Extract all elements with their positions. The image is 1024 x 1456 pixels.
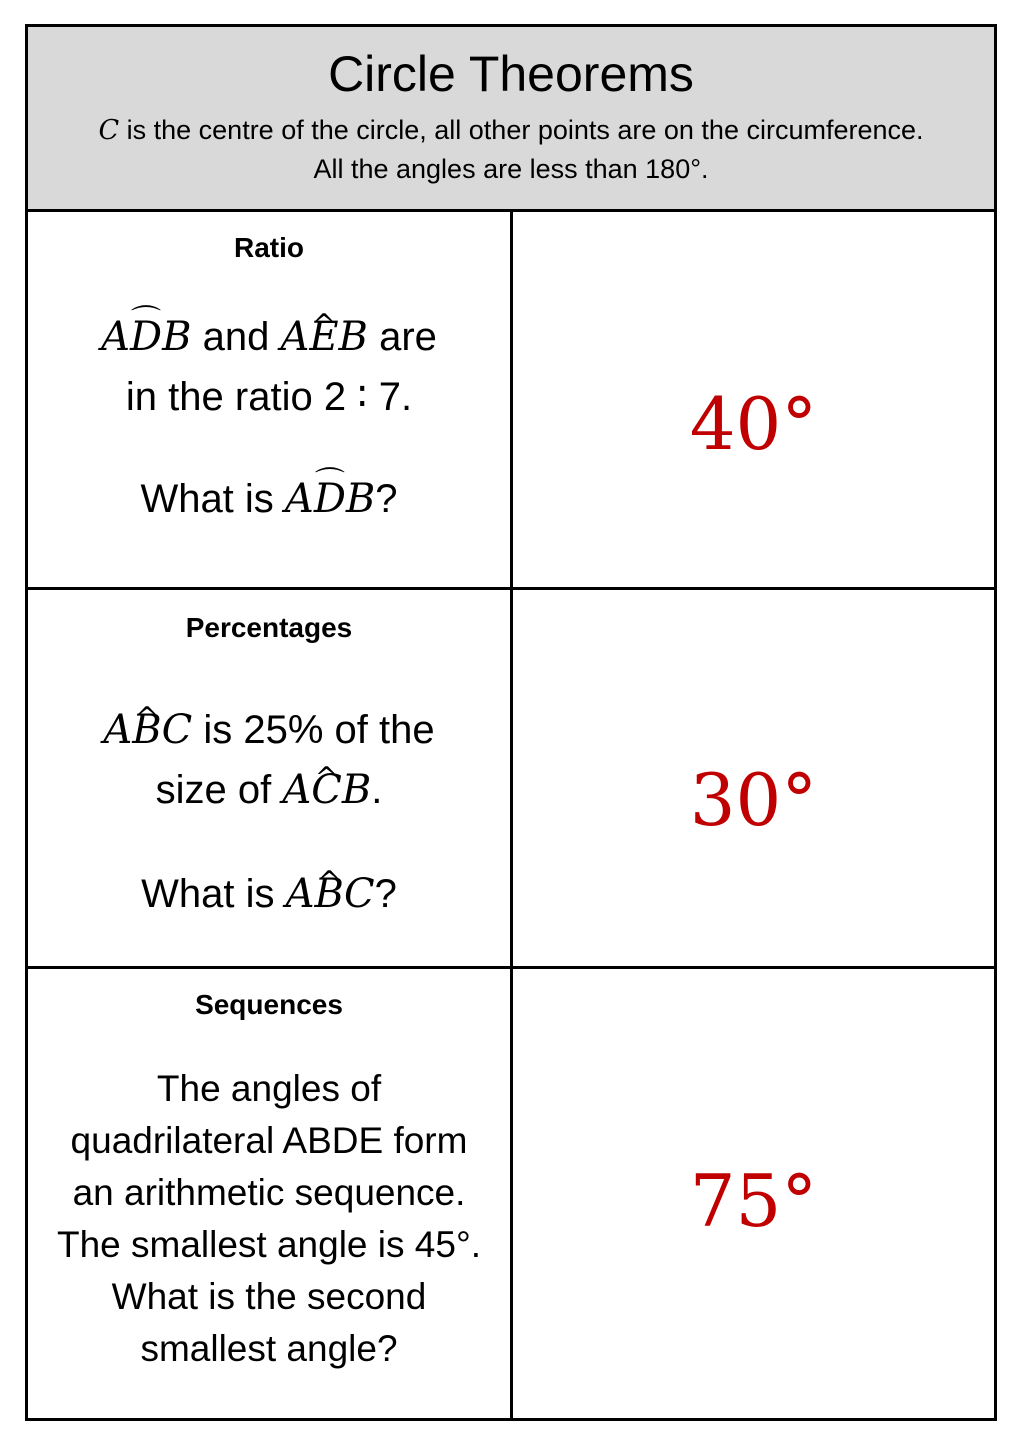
question-text: A⌒ DB and A^ EB are in the ratio 2 ∶ 7. What is A⌒ DB? — [38, 307, 500, 529]
answer-cell — [513, 590, 994, 966]
row-ratio — [28, 212, 994, 590]
question-text: The angles of quadrilateral ABDE form an arithmetic sequence. The smallest angle is 45°. What is the second smallest angle? — [56, 1068, 482, 1369]
subtitle — [28, 111, 994, 188]
answer-text: 75° — [689, 1159, 818, 1243]
answer-cell — [513, 969, 994, 1421]
header — [28, 27, 994, 212]
row-label: Percentages — [185, 612, 353, 643]
question-cell — [28, 590, 513, 966]
subtitle-line2: All the angles are less than 180°. — [313, 154, 709, 184]
question-text: A^ BC is 25% of the size of A^ CB. What is A^ BC? — [38, 700, 500, 924]
row-label: Ratio — [234, 232, 304, 263]
centre-variable: C — [98, 115, 120, 146]
row-percentages — [28, 590, 994, 969]
row-label: Sequences — [195, 989, 343, 1020]
question-cell — [28, 969, 513, 1421]
answer-text: 40° — [689, 382, 818, 466]
worksheet — [25, 24, 997, 1421]
answer-cell — [513, 212, 994, 587]
answer-text: 30° — [689, 758, 818, 842]
question-cell — [28, 212, 513, 587]
row-sequences — [28, 969, 994, 1421]
page-title: Circle Theorems — [328, 46, 694, 102]
subtitle-line1: is the centre of the circle, all other points are on the circumference. — [119, 115, 924, 145]
